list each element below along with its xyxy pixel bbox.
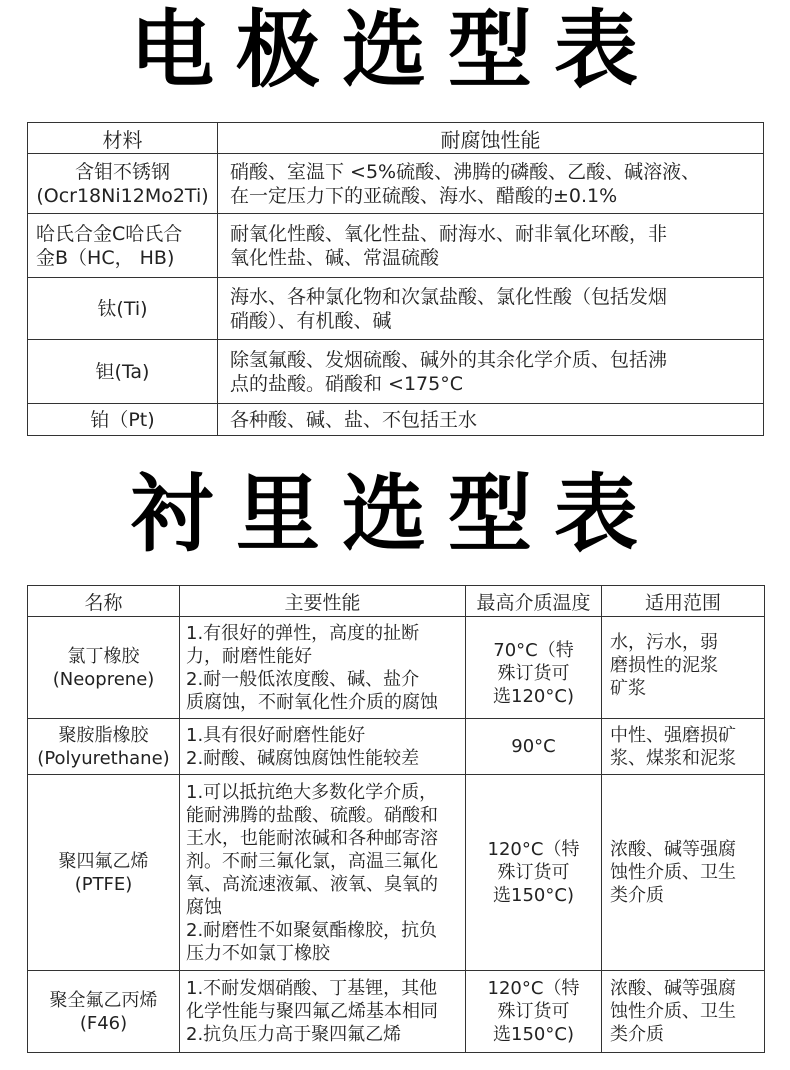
table-row	[28, 154, 764, 214]
scope-line: 蚀性介质、卫生	[610, 1001, 736, 1022]
scope-line: 浆、煤浆和泥浆	[610, 747, 736, 769]
temperature-cell	[466, 617, 602, 719]
material-line: 哈氏合金C哈氏合	[36, 222, 183, 245]
scope-line: 浓酸、碱等强腐	[610, 978, 736, 999]
material-cell	[28, 340, 218, 404]
material-cell	[28, 278, 218, 340]
material-line: 铂（Pt)	[90, 408, 155, 431]
performance-line: 2.耐磨性不如聚氨酯橡胶，抗负	[186, 919, 438, 941]
electrode-selection-table	[27, 122, 764, 436]
performance-line: 剂。不耐三氟化氯，高温三氟化	[186, 850, 438, 872]
resistance-cell	[218, 278, 764, 340]
material-line: 钛(Ti)	[97, 297, 148, 320]
material-line: 钽(Ta)	[95, 360, 150, 383]
lining-table-title: 衬里选型表	[129, 465, 660, 563]
scope-cell	[602, 617, 765, 719]
name-line: 聚胺脂橡胶	[58, 724, 149, 746]
performance-line: 压力不如氯丁橡胶	[186, 942, 330, 964]
temperature-line: 120°C（特	[487, 839, 580, 860]
temperature-line: 选150°C)	[493, 885, 574, 906]
temperature-line: 90°C	[511, 736, 556, 757]
resistance-line: 各种酸、碱、盐、不包括王水	[230, 408, 478, 431]
performance-line: 腐蚀	[186, 896, 222, 918]
temperature-cell	[466, 775, 602, 971]
material-line: 含钼不锈钢	[74, 160, 170, 183]
resistance-cell	[218, 214, 764, 278]
scope-cell	[602, 775, 765, 971]
table-row	[28, 278, 764, 340]
name-cell	[28, 719, 180, 775]
name-line: (F46)	[79, 1012, 128, 1034]
header-name: 名称	[28, 586, 180, 617]
name-cell	[28, 971, 180, 1053]
table-row	[28, 617, 765, 719]
resistance-line: 点的盐酸。硝酸和 <175°C	[230, 372, 463, 395]
resistance-line: 硝酸、室温下 <5%硫酸、沸腾的磷酸、乙酸、碱溶液、	[230, 160, 701, 183]
header-application-scope: 适用范围	[602, 586, 765, 617]
performance-line: 化学性能与聚四氟乙烯基本相同	[186, 1001, 438, 1022]
scope-line: 蚀性介质、卫生	[610, 862, 736, 883]
performance-line: 1.可以抵抗绝大多数化学介质，	[186, 781, 438, 803]
performance-line: 1.不耐发烟硝酸、丁基锂，其他	[186, 978, 438, 999]
scope-line: 矿浆	[610, 678, 646, 699]
scope-cell	[602, 971, 765, 1053]
performance-line: 氧、高流速液氟、液氧、臭氧的	[186, 873, 438, 895]
resistance-line: 在一定压力下的亚硫酸、海水、醋酸的±0.1%	[230, 184, 618, 207]
scope-line: 类介质	[610, 885, 664, 906]
table-row	[28, 971, 765, 1053]
temperature-line: 120°C（特	[487, 978, 580, 999]
name-line: 聚四氟乙烯	[58, 850, 149, 872]
scope-line: 浓酸、碱等强腐	[610, 839, 736, 860]
temperature-line: 选150°C)	[493, 1024, 574, 1045]
performance-line: 2.耐酸、碱腐蚀腐蚀性能较差	[186, 747, 420, 769]
performance-line: 能耐沸腾的盐酸、硫酸。硝酸和	[186, 804, 438, 826]
temperature-line: 殊订货可	[497, 663, 570, 684]
performance-line: 质腐蚀，不耐氧化性介质的腐蚀	[186, 691, 438, 713]
material-line: 金B（HC， HB)	[36, 246, 175, 269]
name-cell	[28, 775, 180, 971]
resistance-cell	[218, 404, 764, 436]
material-line: (Ocr18Ni12Mo2Ti)	[36, 184, 209, 207]
performance-line: 1.有很好的弹性，高度的扯断	[186, 622, 420, 644]
header-max-temperature: 最高介质温度	[466, 586, 602, 617]
lining-selection-table	[27, 585, 765, 1053]
header-material: 材料	[28, 123, 218, 154]
table-row	[28, 214, 764, 278]
performance-line: 1.具有很好耐磨性能好	[186, 724, 366, 746]
performance-cell	[180, 617, 466, 719]
scope-line: 磨损性的泥浆	[610, 655, 718, 676]
name-line: (Polyurethane)	[37, 747, 170, 769]
temperature-line: 殊订货可	[497, 862, 570, 883]
resistance-cell	[218, 340, 764, 404]
table-row	[28, 719, 765, 775]
resistance-line: 耐氧化性酸、氧化性盐、耐海水、耐非氧化环酸，非	[230, 222, 668, 245]
resistance-line: 除氢氟酸、发烟硫酸、碱外的其余化学介质、包括沸	[230, 348, 668, 371]
material-cell	[28, 404, 218, 436]
scope-cell	[602, 719, 765, 775]
name-line: (Neoprene)	[52, 668, 155, 690]
table-header-row	[28, 123, 764, 154]
performance-cell	[180, 775, 466, 971]
resistance-line: 海水、各种氯化物和次氯盐酸、氯化性酸（包括发烟	[230, 285, 668, 308]
temperature-line: 殊订货可	[497, 1001, 570, 1022]
scope-line: 水，污水，弱	[610, 632, 718, 653]
material-cell	[28, 214, 218, 278]
performance-cell	[180, 719, 466, 775]
performance-cell	[180, 971, 466, 1053]
electrode-table-title: 电极选型表	[129, 1, 660, 99]
name-cell	[28, 617, 180, 719]
table-row	[28, 340, 764, 404]
temperature-cell	[466, 719, 602, 775]
resistance-line: 硝酸）、有机酸、碱	[230, 309, 392, 332]
temperature-line: 选120°C)	[493, 686, 574, 707]
header-main-performance: 主要性能	[180, 586, 466, 617]
temperature-line: 70°C（特	[493, 640, 574, 661]
name-line: 聚全氟乙丙烯	[49, 989, 158, 1011]
resistance-line: 氧化性盐、碱、常温硫酸	[230, 246, 440, 269]
table-header-row	[28, 586, 765, 617]
table-row	[28, 404, 764, 436]
scope-line: 类介质	[610, 1024, 664, 1045]
resistance-cell	[218, 154, 764, 214]
name-line: (PTFE)	[74, 873, 133, 895]
performance-line: 2.抗负压力高于聚四氟乙烯	[186, 1024, 402, 1045]
name-line: 氯丁橡胶	[67, 645, 140, 667]
performance-line: 力，耐磨性能好	[186, 645, 312, 667]
header-corrosion-resistance: 耐腐蚀性能	[218, 123, 764, 154]
material-cell	[28, 154, 218, 214]
table-row	[28, 775, 765, 971]
performance-line: 2.耐一般低浓度酸、碱、盐介	[186, 668, 420, 690]
temperature-cell	[466, 971, 602, 1053]
scope-line: 中性、强磨损矿	[610, 724, 736, 746]
performance-line: 王水，也能耐浓碱和各种邮寄溶	[186, 827, 438, 849]
